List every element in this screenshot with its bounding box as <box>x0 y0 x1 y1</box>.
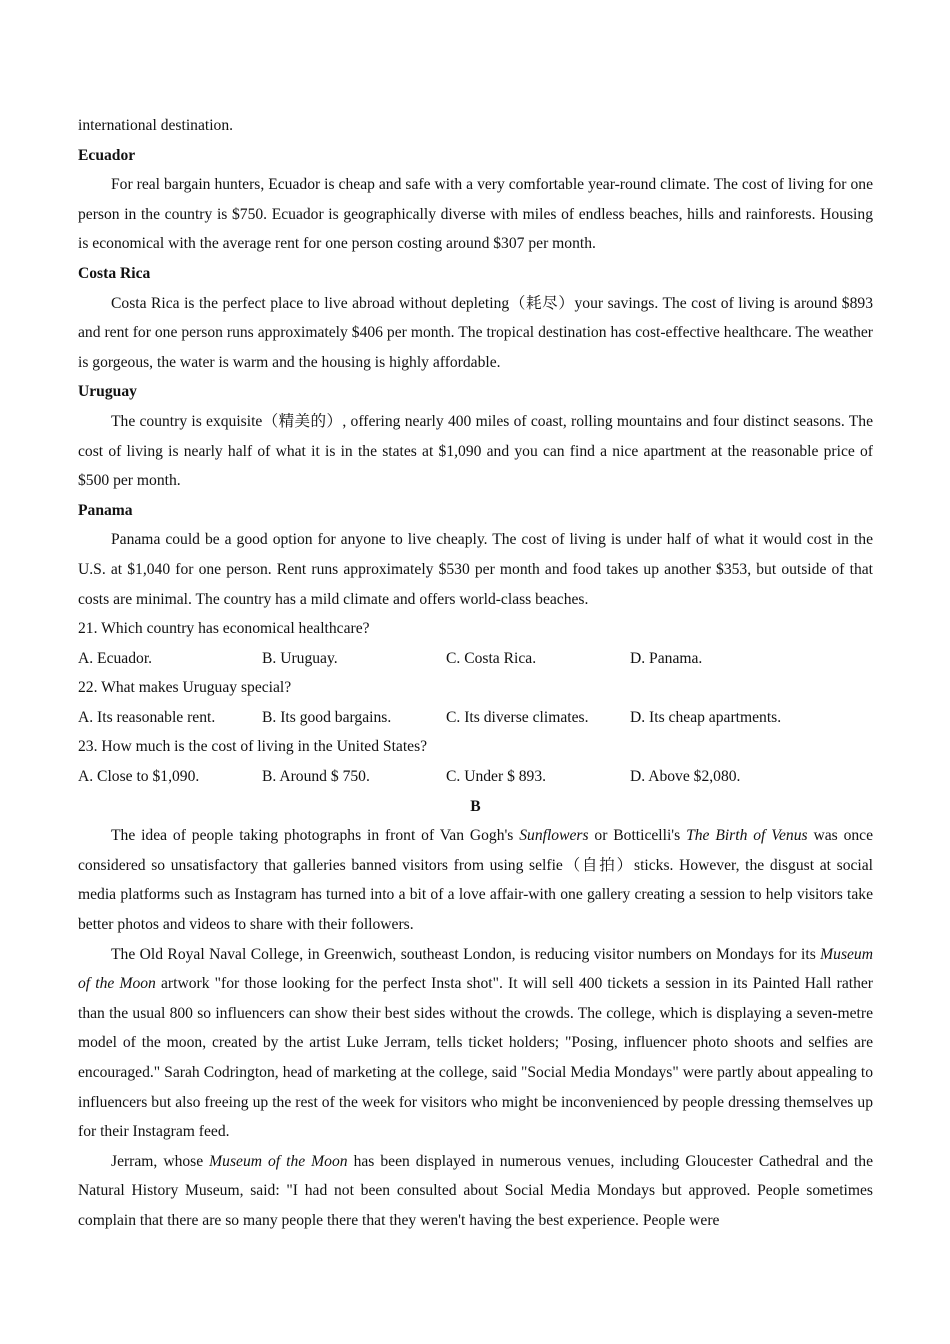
b1-text-1: The idea of people taking photographs in front of Van Gogh's <box>111 827 520 845</box>
heading-uruguay: Uruguay <box>78 383 137 401</box>
b2-text-1: The Old Royal Naval College, in Greenwich, southeast London, is reducing visitor numbers on Mondays for its <box>111 945 821 963</box>
heading-panama: Panama <box>78 501 133 519</box>
question-23-options <box>78 762 873 792</box>
option-22-b: B. Its good bargains. <box>262 708 392 726</box>
heading-costa-rica: Costa Rica <box>78 264 151 282</box>
option-23-a: A. Close to $1,090. <box>78 768 200 786</box>
paragraph-ecuador: For real bargain hunters, Ecuador is cheap and safe with a very comfortable year-round climate. The cost of living for one person in the country is $750. Ecuador is geographically diverse with miles of endless beaches, hills and rainforests. Housing is economical with the average rent for one person costing around $307 per month. <box>78 176 873 253</box>
question-23: 23. How much is the cost of living in the United States? <box>78 738 428 756</box>
b1-title-birth-of-venus: The Birth of Venus <box>686 827 808 845</box>
b1-text-2: or Botticelli's <box>588 827 687 845</box>
option-22-d: D. Its cheap apartments. <box>630 708 782 726</box>
heading-ecuador: Ecuador <box>78 146 136 164</box>
option-23-c: C. Under $ 893. <box>446 768 547 786</box>
paragraph-b1 <box>78 821 873 939</box>
option-23-b: B. Around $ 750. <box>262 768 370 786</box>
b3-text-1: Jerram, whose <box>111 1152 210 1170</box>
document-page <box>78 111 873 1236</box>
b2-text-2: artwork "for those looking for the perfect Insta shot". It will sell 400 tickets a session in its Painted Hall rather than the usual 800 so influencers can show their best sides without the crowds. The college, which is displaying a seven-metre model of the moon, created by the artist Luke Jerram, tells ticket holders; "Posing, influencer photo shoots and selfies are encouraged." Sarah Codrington, head of marketing at the college, said "Social Media Mondays" were partly about appealing to influencers but also freeing up the rest of the week for visitors who might be inconvenienced by people dressing themselves up for their Instagram feed. <box>78 975 873 1141</box>
option-22-c: C. Its diverse climates. <box>446 708 589 726</box>
paragraph-uruguay: The country is exquisite（精美的）, offering nearly 400 miles of coast, rolling mountains and four distinct seasons. The cost of living is nearly half of what it is in the states at $1,090 and you can find a nice apartment at the reasonable price of $500 per month. <box>78 412 873 490</box>
option-21-b: B. Uruguay. <box>262 649 338 667</box>
paragraph-panama: Panama could be a good option for anyone to live cheaply. The cost of living is under half of what it would cost in the U.S. at $1,040 for one person. Rent runs approximately $530 per month and food takes up another $353, but outside of that costs are minimal. The country has a mild climate and offers world-class beaches. <box>78 531 873 608</box>
b2-title-museum-of-the-moon: Museum of the Moon <box>78 945 873 993</box>
option-21-c: C. Costa Rica. <box>446 649 537 667</box>
b1-text-3: was once considered so unsatisfactory that galleries banned visitors from using selfie（自拍）sticks. However, the disgust at social media platforms such as Instagram has turned into a bit of a love affair-with one gallery creating a session to help visitors take better photos and videos to share with their followers. <box>78 827 874 934</box>
intro-tail: international destination. <box>78 117 234 134</box>
paragraph-costa-rica: Costa Rica is the perfect place to live abroad without depleting（耗尽）your savings. The cost of living is around $893 and rent for one person runs approximately $406 per month. The tropical destination has cost-effective healthcare. The weather is gorgeous, the water is warm and the housing is highly affordable. <box>78 294 873 371</box>
b3-text-2: has been displayed in numerous venues, including Gloucester Cathedral and the Natural History Museum, said: "I had not been consulted about Social Media Mondays but approved. People sometimes complain that there are so many people there that they weren't having the best experience. People were <box>78 1152 874 1229</box>
question-21-options <box>78 644 873 674</box>
section-b-title: B <box>470 797 481 815</box>
option-21-a: A. Ecuador. <box>78 649 153 667</box>
b3-title-museum-of-the-moon: Museum of the Moon <box>209 1152 348 1170</box>
question-22-options <box>78 703 873 733</box>
b1-title-sunflowers: Sunflowers <box>519 827 589 845</box>
option-21-d: D. Panama. <box>630 649 703 667</box>
option-23-d: D. Above $2,080. <box>630 768 741 786</box>
paragraph-b3 <box>78 1147 873 1236</box>
paragraph-b2 <box>78 940 873 1147</box>
option-22-a: A. Its reasonable rent. <box>78 708 216 726</box>
question-21: 21. Which country has economical healthcare? <box>78 620 370 638</box>
question-22: 22. What makes Uruguay special? <box>78 679 292 697</box>
